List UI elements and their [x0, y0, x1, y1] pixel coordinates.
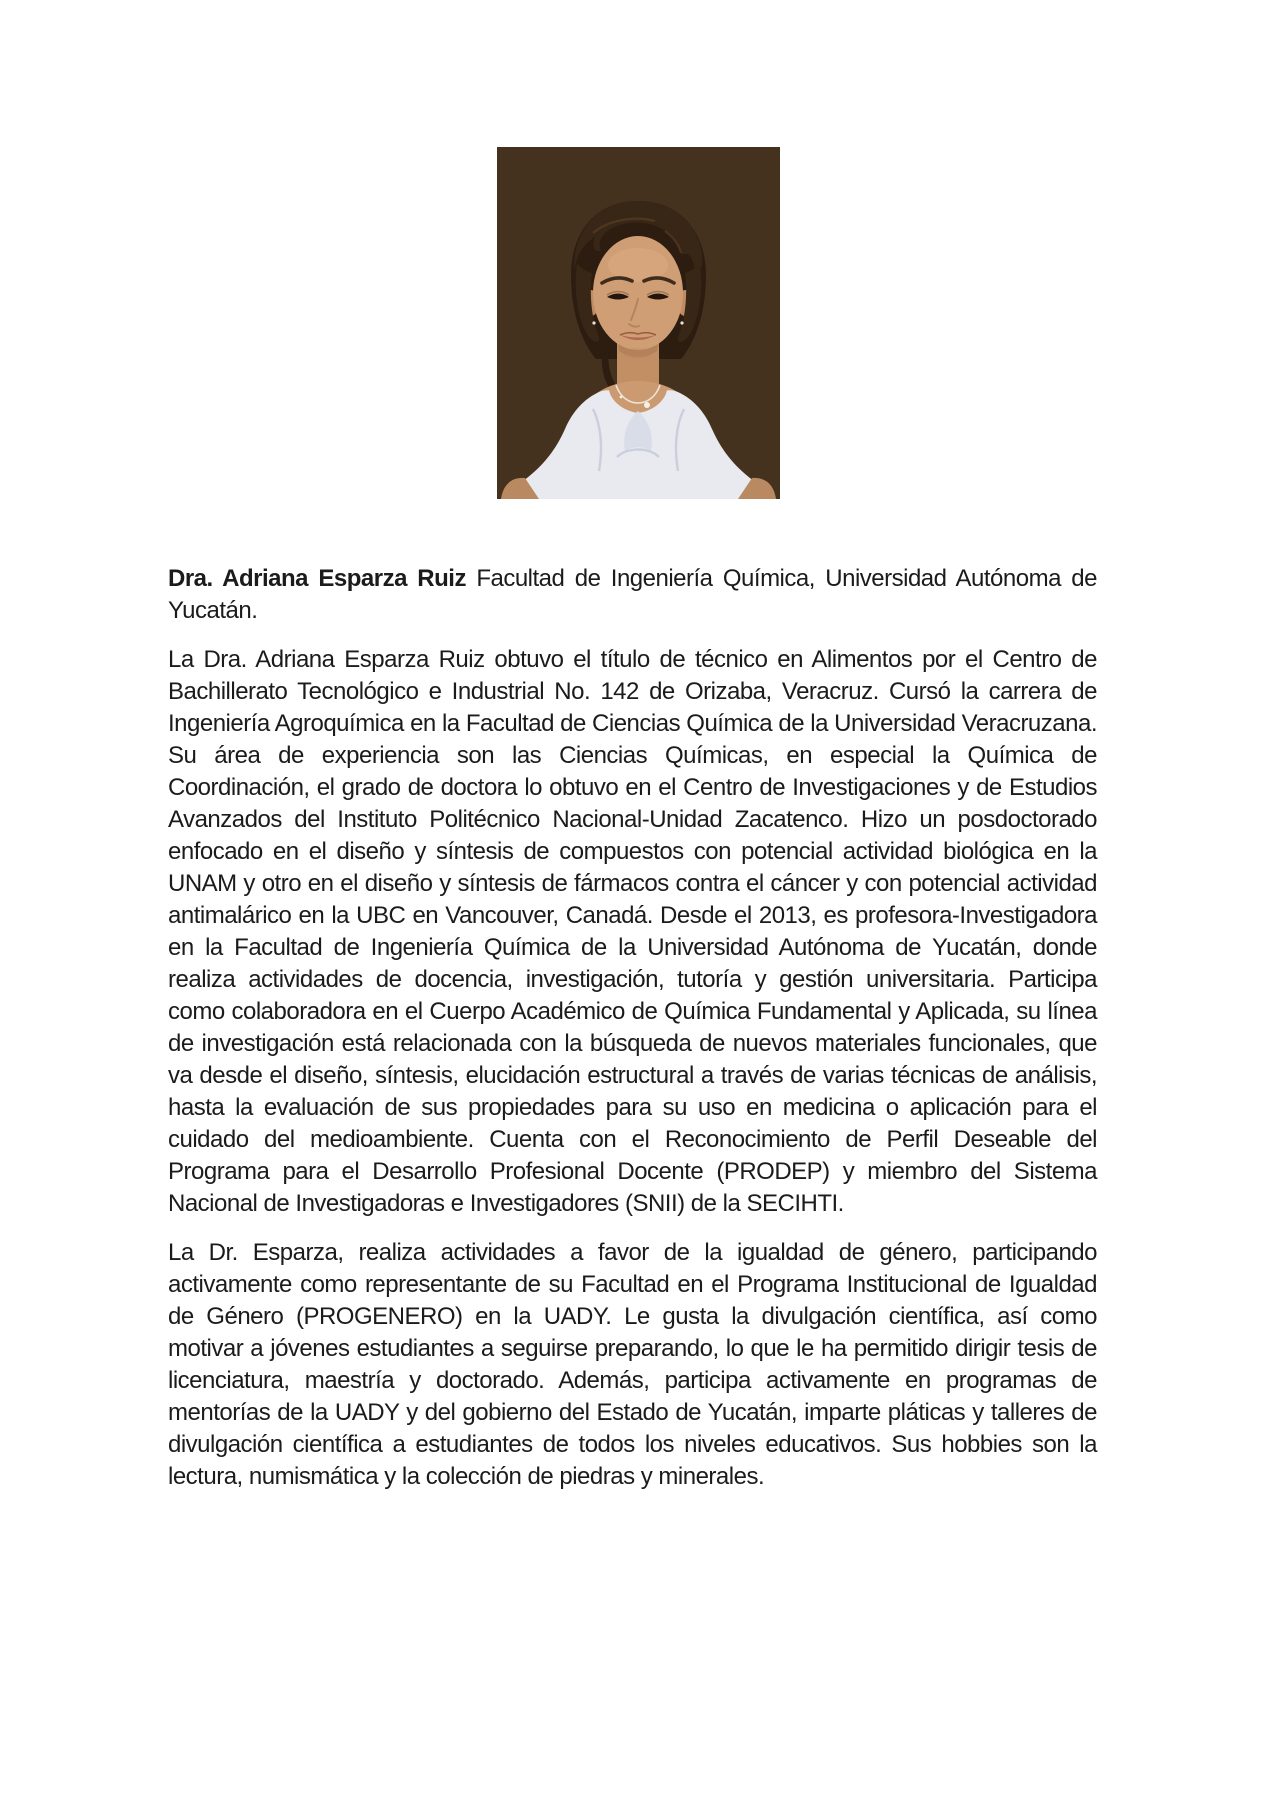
- portrait-illustration: [497, 147, 780, 499]
- person-name: Dra. Adriana Esparza Ruiz: [168, 565, 466, 592]
- text-block: [168, 563, 1097, 1493]
- portrait-photo: [497, 147, 780, 499]
- byline-heading: [168, 563, 1097, 627]
- chin-shade: [623, 348, 653, 358]
- necklace-sparkle: [620, 396, 623, 399]
- bio-paragraph-1: La Dra. Adriana Esparza Ruiz obtuvo el título de técnico en Alimentos por el Centro de Bachillerato Tecnológico e Industrial No. 142 de Orizaba, Veracruz. Cursó la carrera de Ingeniería Agroquímica en la Facultad de Ciencias Química de la Universidad Veracruzana. Su área de experiencia son las Ciencias Químicas, en especial la Química de Coordinación, el grado de doctora lo obtuvo en el Centro de Investigaciones y de Estudios Avanzados del Instituto Politécnico Nacional-Unidad Zacatenco. Hizo un posdoctorado enfocado en el diseño y síntesis de compuestos con potencial actividad biológica en la UNAM y otro en el diseño y síntesis de fármacos contra el cáncer y con potencial actividad antimalárico en la UBC en Vancouver, Canadá. Desde el 2013, es profesora-Investigadora en la Facultad de Ingeniería Química de la Universidad Autónoma de Yucatán, donde realiza actividades de docencia, investigación, tutoría y gestión universitaria. Participa como colaboradora en el Cuerpo Académico de Química Fundamental y Aplicada, su línea de investigación está relacionada con la búsqueda de nuevos materiales funcionales, que va desde el diseño, síntesis, elucidación estructural a través de varias técnicas de análisis, hasta la evaluación de sus propiedades para su uso en medicina o aplicación para el cuidado del medioambiente. Cuenta con el Reconocimiento de Perfil Deseable del Programa para el Desarrollo Profesional Docente (PRODEP) y miembro del Sistema Nacional de Investigadoras e Investigadores (SNII) de la SECIHTI.: [168, 646, 1097, 1217]
- earring-right: [680, 321, 683, 324]
- person-affiliation: Facultad de Ingeniería Química, Universidad Autónoma de Yucatán.: [168, 565, 1097, 624]
- bio-paragraph-2: La Dr. Esparza, realiza actividades a favor de la igualdad de género, participando activamente como representante de su Facultad en el Programa Institucional de Igualdad de Género (PROGENERO) en la UADY. Le gusta la divulgación científica, así como motivar a jóvenes estudiantes a seguirse preparando, lo que le ha permitido dirigir tesis de licenciatura, maestría y doctorado. Además, participa activamente en programas de mentorías de la UADY y del gobierno del Estado de Yucatán, imparte pláticas y talleres de divulgación científica a estudiantes de todos los niveles educativos. Sus hobbies son la lectura, numismática y la colección de piedras y minerales.: [168, 1239, 1097, 1490]
- document-page: [0, 147, 1275, 1797]
- earring-left: [592, 321, 595, 324]
- necklace-pendant: [644, 402, 650, 408]
